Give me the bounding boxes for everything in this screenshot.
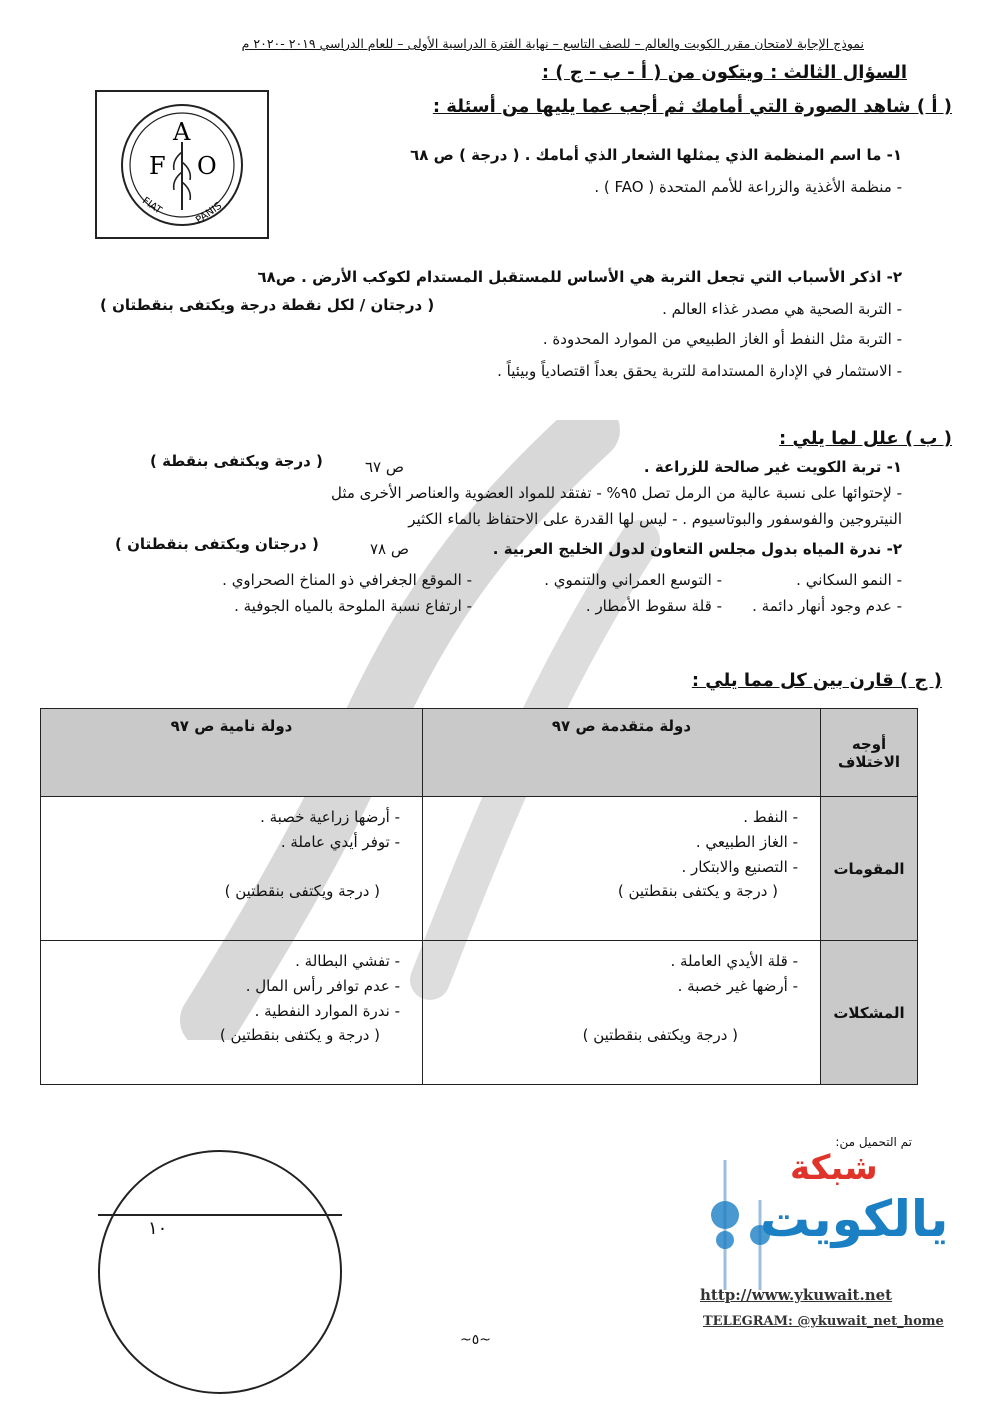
part-b-q1-page: ص ٦٧ — [365, 458, 405, 476]
header-developing: دولة نامية ص ٩٧ — [41, 709, 423, 797]
fao-motto-fiat: FIAT — [140, 195, 164, 217]
list-item: - النفط . — [743, 808, 798, 826]
part-b-a2-col1 — [752, 568, 902, 619]
table-header-row — [41, 709, 918, 797]
marks-note: ( درجة و يكتفى بنقطتين ) — [219, 1026, 380, 1045]
header-aspect: أوجه الاختلاف — [821, 709, 918, 797]
cell-developing-problems — [41, 941, 423, 1085]
table-row — [41, 941, 918, 1085]
part-b-title: ( ب ) علل لما يلي : — [779, 428, 952, 449]
part-b-a1-line2: النيتروجين والفوسفور والبوتاسيوم . - ليس لها القدرة على الاحتفاظ بالماء الكثير — [408, 510, 902, 528]
part-b-a2-item: - النمو السكاني . — [796, 571, 902, 589]
telegram-handle[interactable]: TELEGRAM: @ykuwait_net_home — [703, 1314, 944, 1329]
site-url[interactable]: http://www.ykuwait.net — [700, 1286, 893, 1304]
part-b-a2-col3 — [222, 568, 472, 619]
cell-developing-resources — [41, 797, 423, 941]
marks-note: ( درجة ويكتفى بنقطتين ) — [582, 1025, 738, 1044]
cell-developed-resources — [423, 797, 821, 941]
part-b-q2: ٢- ندرة المياه بدول مجلس التعاون لدول الخليج العربية . — [492, 540, 902, 558]
marks-note: ( درجة و يكتفى بنقطتين ) — [617, 882, 778, 901]
part-b-q1-marks: ( درجة ويكتفى بنقطة ) — [150, 452, 323, 470]
exam-header-line: نموذج الإجابة لامتحان مقرر الكويت والعالم – للصف التاسع – نهاية الفترة الدراسية الأولى – للعام الدراسي ٢٠١٩ -٢٠٢٠ م — [241, 36, 864, 51]
list-item: - عدم توافر رأس المال . — [245, 976, 400, 995]
row-label-resources: المقومات — [821, 797, 918, 941]
fao-letter-f: F — [149, 152, 166, 180]
fao-letter-o: O — [197, 152, 217, 180]
header-developed: دولة متقدمة ص ٩٧ — [423, 709, 821, 797]
list-item: - أرضها غير خصبة . — [677, 976, 798, 995]
comparison-table — [40, 708, 918, 1085]
part-a-a2-item: - التربة مثل النفط أو الغاز الطبيعي من الموارد المحدودة . — [542, 330, 902, 348]
fao-logo-box — [95, 90, 269, 239]
list-item: - ندرة الموارد النفطية . — [254, 1001, 400, 1020]
fao-motto-panis: PANIS — [194, 200, 225, 227]
part-b-a2-item: - ارتفاع نسبة الملوحة بالمياه الجوفية . — [234, 596, 472, 615]
part-b-a2-item: - عدم وجود أنهار دائمة . — [752, 596, 902, 615]
download-from-label: تم التحميل من: — [835, 1135, 912, 1149]
list-item: - توفر أيدي عاملة . — [280, 832, 400, 851]
part-a-q2: ٢- اذكر الأسباب التي تجعل التربة هي الأساس للمستقبل المستدام لكوكب الأرض . ص٦٨ — [257, 268, 902, 286]
cell-developed-problems — [423, 941, 821, 1085]
score-divider — [98, 1214, 342, 1216]
part-a-a2-item: - الاستثمار في الإدارة المستدامة للتربة يحقق بعداً اقتصادياً وبيئياً . — [497, 362, 902, 380]
part-b-a1-line1: - لإحتوائها على نسبة عالية من الرمل تصل ٩٥% - تفتقد للمواد العضوية والعناصر الأخرى مثل — [330, 484, 902, 502]
part-b-a2-col2 — [544, 568, 722, 619]
table-row — [41, 797, 918, 941]
score-value: ١٠ — [148, 1218, 168, 1239]
list-item: - قلة الأيدي العاملة . — [670, 952, 798, 970]
part-a-title: ( أ ) شاهد الصورة التي أمامك ثم أجب عما يليها من أسئلة : — [432, 96, 952, 117]
list-item: - تفشي البطالة . — [295, 952, 400, 970]
part-a-a2-item: - التربة الصحية هي مصدر غذاء العالم . — [662, 300, 902, 318]
list-item: - أرضها زراعية خصبة . — [260, 808, 400, 826]
part-a-q1: ١- ما اسم المنظمة الذي يمثلها الشعار الذي أمامك . ( درجة ) ص ٦٨ — [410, 146, 902, 164]
brand-main: يالكويت — [760, 1190, 949, 1248]
brand-top: شبكة — [790, 1148, 878, 1188]
row-label-problems: المشكلات — [821, 941, 918, 1085]
part-b-q1: ١- تربة الكويت غير صالحة للزراعة . — [643, 458, 902, 476]
part-b-q2-marks: ( درجتان ويكتفى بنقطتان ) — [115, 535, 319, 553]
question-title: السؤال الثالث : ويتكون من ( أ - ب - ج ) : — [541, 62, 907, 83]
score-circle — [98, 1150, 342, 1394]
fao-letter-a: A — [173, 118, 191, 146]
part-a-a1: - منظمة الأغذية والزراعة للأمم المتحدة ( FAO ) . — [594, 178, 902, 196]
part-b-a2-item: - قلة سقوط الأمطار . — [585, 596, 722, 615]
part-b-a2-item: - التوسع العمراني والتنموي . — [544, 571, 722, 589]
list-item: - الغاز الطبيعي . — [695, 832, 798, 851]
page-number: ~٥~ — [460, 1332, 491, 1348]
part-b-a2-item: - الموقع الجغرافي ذو المناخ الصحراوي . — [222, 571, 472, 589]
fao-logo — [97, 92, 267, 237]
list-item: - التصنيع والابتكار . — [681, 857, 798, 876]
part-c-title: ( ج ) قارن بين كل مما يلي : — [691, 670, 942, 691]
marks-note: ( درجة ويكتفى بنقطتين ) — [224, 881, 380, 900]
part-b-q2-page: ص ٧٨ — [370, 540, 410, 558]
part-a-q2-marks: ( درجتان / لكل نقطة درجة ويكتفى بنقطتان ) — [100, 296, 435, 314]
